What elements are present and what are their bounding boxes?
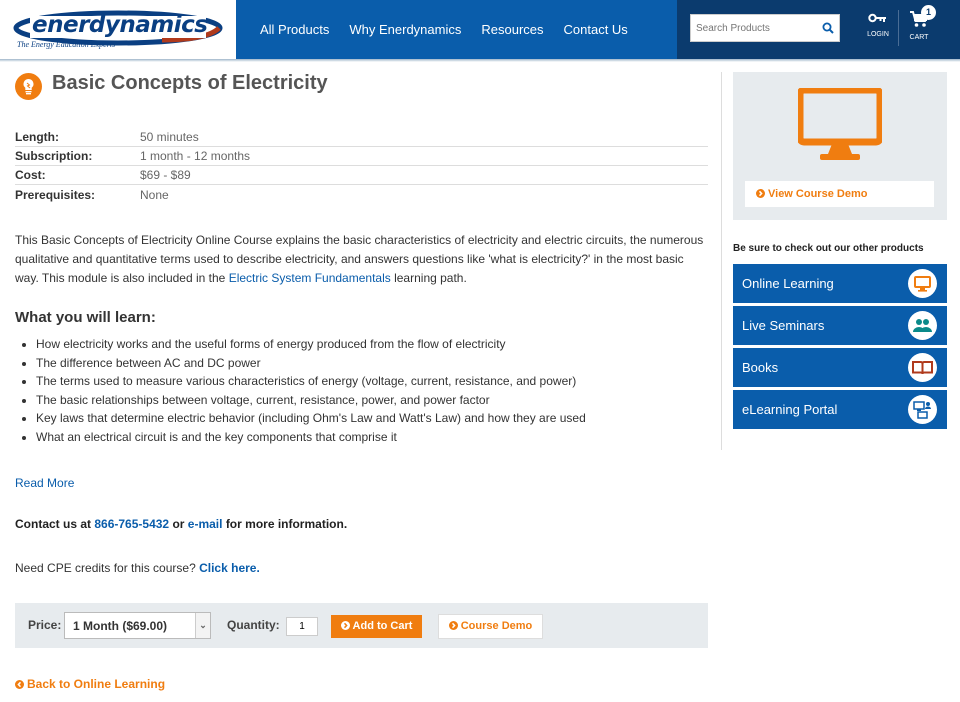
login-label: LOGIN [867,31,889,38]
site-header [0,0,960,59]
price-selected-value: 1 Month ($69.00) [73,619,168,633]
spec-label: Subscription: [15,149,93,163]
search-box [690,14,840,42]
nav-why-enerdynamics[interactable]: Why Enerdynamics [349,22,462,37]
main-nav [260,22,648,37]
view-course-demo-button[interactable] [745,181,934,207]
key-icon [868,12,888,24]
portal-icon [908,395,937,424]
phone-link[interactable]: 866-765-5432 [94,517,170,531]
list-item: • The difference between AC and DC power [36,354,586,373]
spec-label: Length: [15,130,59,144]
list-item: • The basic relationships between voltage, current, resistance, power, and power factor [36,391,586,410]
add-to-cart-button[interactable] [331,615,422,638]
course-demo-card [733,72,947,220]
sidebar-heading: Be sure to check out our other products [733,243,924,254]
nav-contact-us[interactable]: Contact Us [563,22,628,37]
circle-arrow-left-icon [15,680,24,689]
sidebar-divider [721,72,722,450]
list-item: • The terms used to measure various characteristics of energy (voltage, current, resistance, and power) [36,372,586,391]
chevron-down-icon: ⌄ [195,613,210,638]
monitor-icon [908,269,937,298]
circle-arrow-icon [449,621,458,630]
email-link[interactable]: e-mail [187,517,223,531]
spec-value: 50 minutes [140,130,199,144]
sidebar-item-label: eLearning Portal [742,402,838,417]
spec-value: 1 month - 12 months [140,149,251,163]
login-button[interactable] [864,10,892,38]
spec-row-length [15,128,708,147]
header-shadow [0,59,960,62]
book-icon [908,353,937,382]
logo-wordmark: enerdynamics [32,12,208,38]
electric-system-fundamentals-link[interactable]: Electric System Fundamentals [228,271,391,285]
cpe-text: Need CPE credits for this course? [15,561,196,575]
lightbulb-icon [15,73,42,100]
course-demo-label: Course Demo [460,620,533,632]
monitor-icon [798,88,882,162]
list-item: • How electricity works and the useful forms of energy produced from the flow of electricity [36,335,586,354]
page-title: Basic Concepts of Electricity [52,72,328,94]
spec-label: Cost: [15,168,46,182]
nav-all-products[interactable]: All Products [260,22,330,37]
cpe-click-here-link[interactable]: Click here. [199,561,260,575]
learn-heading: What you will learn: [15,309,156,326]
cart-count-badge: 1 [921,5,936,20]
view-course-demo-label: View Course Demo [768,188,868,200]
people-icon [908,311,937,340]
read-more-link[interactable]: Read More [15,476,75,490]
purchase-bar [15,603,708,648]
search-input[interactable] [691,15,811,41]
header-divider [898,10,899,46]
sidebar-item-online-learning[interactable] [733,264,947,303]
sidebar-item-label: Online Learning [742,276,834,291]
sidebar-item-label: Live Seminars [742,318,825,333]
description-text: This Basic Concepts of Electricity Online Course explains the basic characteristics of electricity and electric circuits, the numerous qualitative and quantitative terms used to describe electricity, and answers questions like 'what is electricity?' in the most basic way. This module is also included in the [15,233,704,285]
price-select[interactable] [64,612,211,639]
description-text-end: learning path. [394,271,467,285]
add-to-cart-label: Add to Cart [352,620,413,632]
sidebar-item-label: Books [742,360,779,375]
header-utility [677,0,960,59]
circle-arrow-icon [341,621,350,630]
quantity-input[interactable] [286,617,318,636]
spec-row-cost [15,166,708,185]
back-link-label: Back to Online Learning [27,677,166,691]
course-description [15,231,710,288]
logo-tagline: The Energy Education Experts [17,40,116,49]
cart-button[interactable] [904,6,934,41]
spec-row-subscription [15,147,708,166]
logo[interactable] [0,0,236,59]
cpe-line [15,561,260,575]
contact-or: or [172,517,185,531]
spec-value: None [140,187,169,202]
back-to-online-learning-link[interactable] [15,677,165,691]
price-label: Price: [28,618,62,632]
spec-value: $69 - $89 [140,168,191,182]
sidebar-item-elearning-portal[interactable] [733,390,947,429]
nav-resources[interactable]: Resources [481,22,544,37]
course-demo-button[interactable] [438,614,543,639]
search-icon[interactable] [822,22,834,34]
spec-row-prerequisites [15,185,708,204]
contact-prefix: Contact us at [15,517,92,531]
cart-label: CART [909,34,929,41]
list-item: • What an electrical circuit is and the key components that comprise it [36,428,586,447]
sidebar-item-live-seminars[interactable] [733,306,947,345]
course-specs [15,128,708,204]
sidebar-item-books[interactable] [733,348,947,387]
contact-line [15,517,347,531]
spec-label: Prerequisites: [15,187,96,202]
learn-list [36,335,586,446]
contact-suffix: for more information. [225,517,348,531]
list-item: • Key laws that determine electric behavior (including Ohm's Law and Watt's Law) and how they are used [36,409,586,428]
quantity-label: Quantity: [227,618,280,632]
circle-arrow-icon [756,189,765,198]
